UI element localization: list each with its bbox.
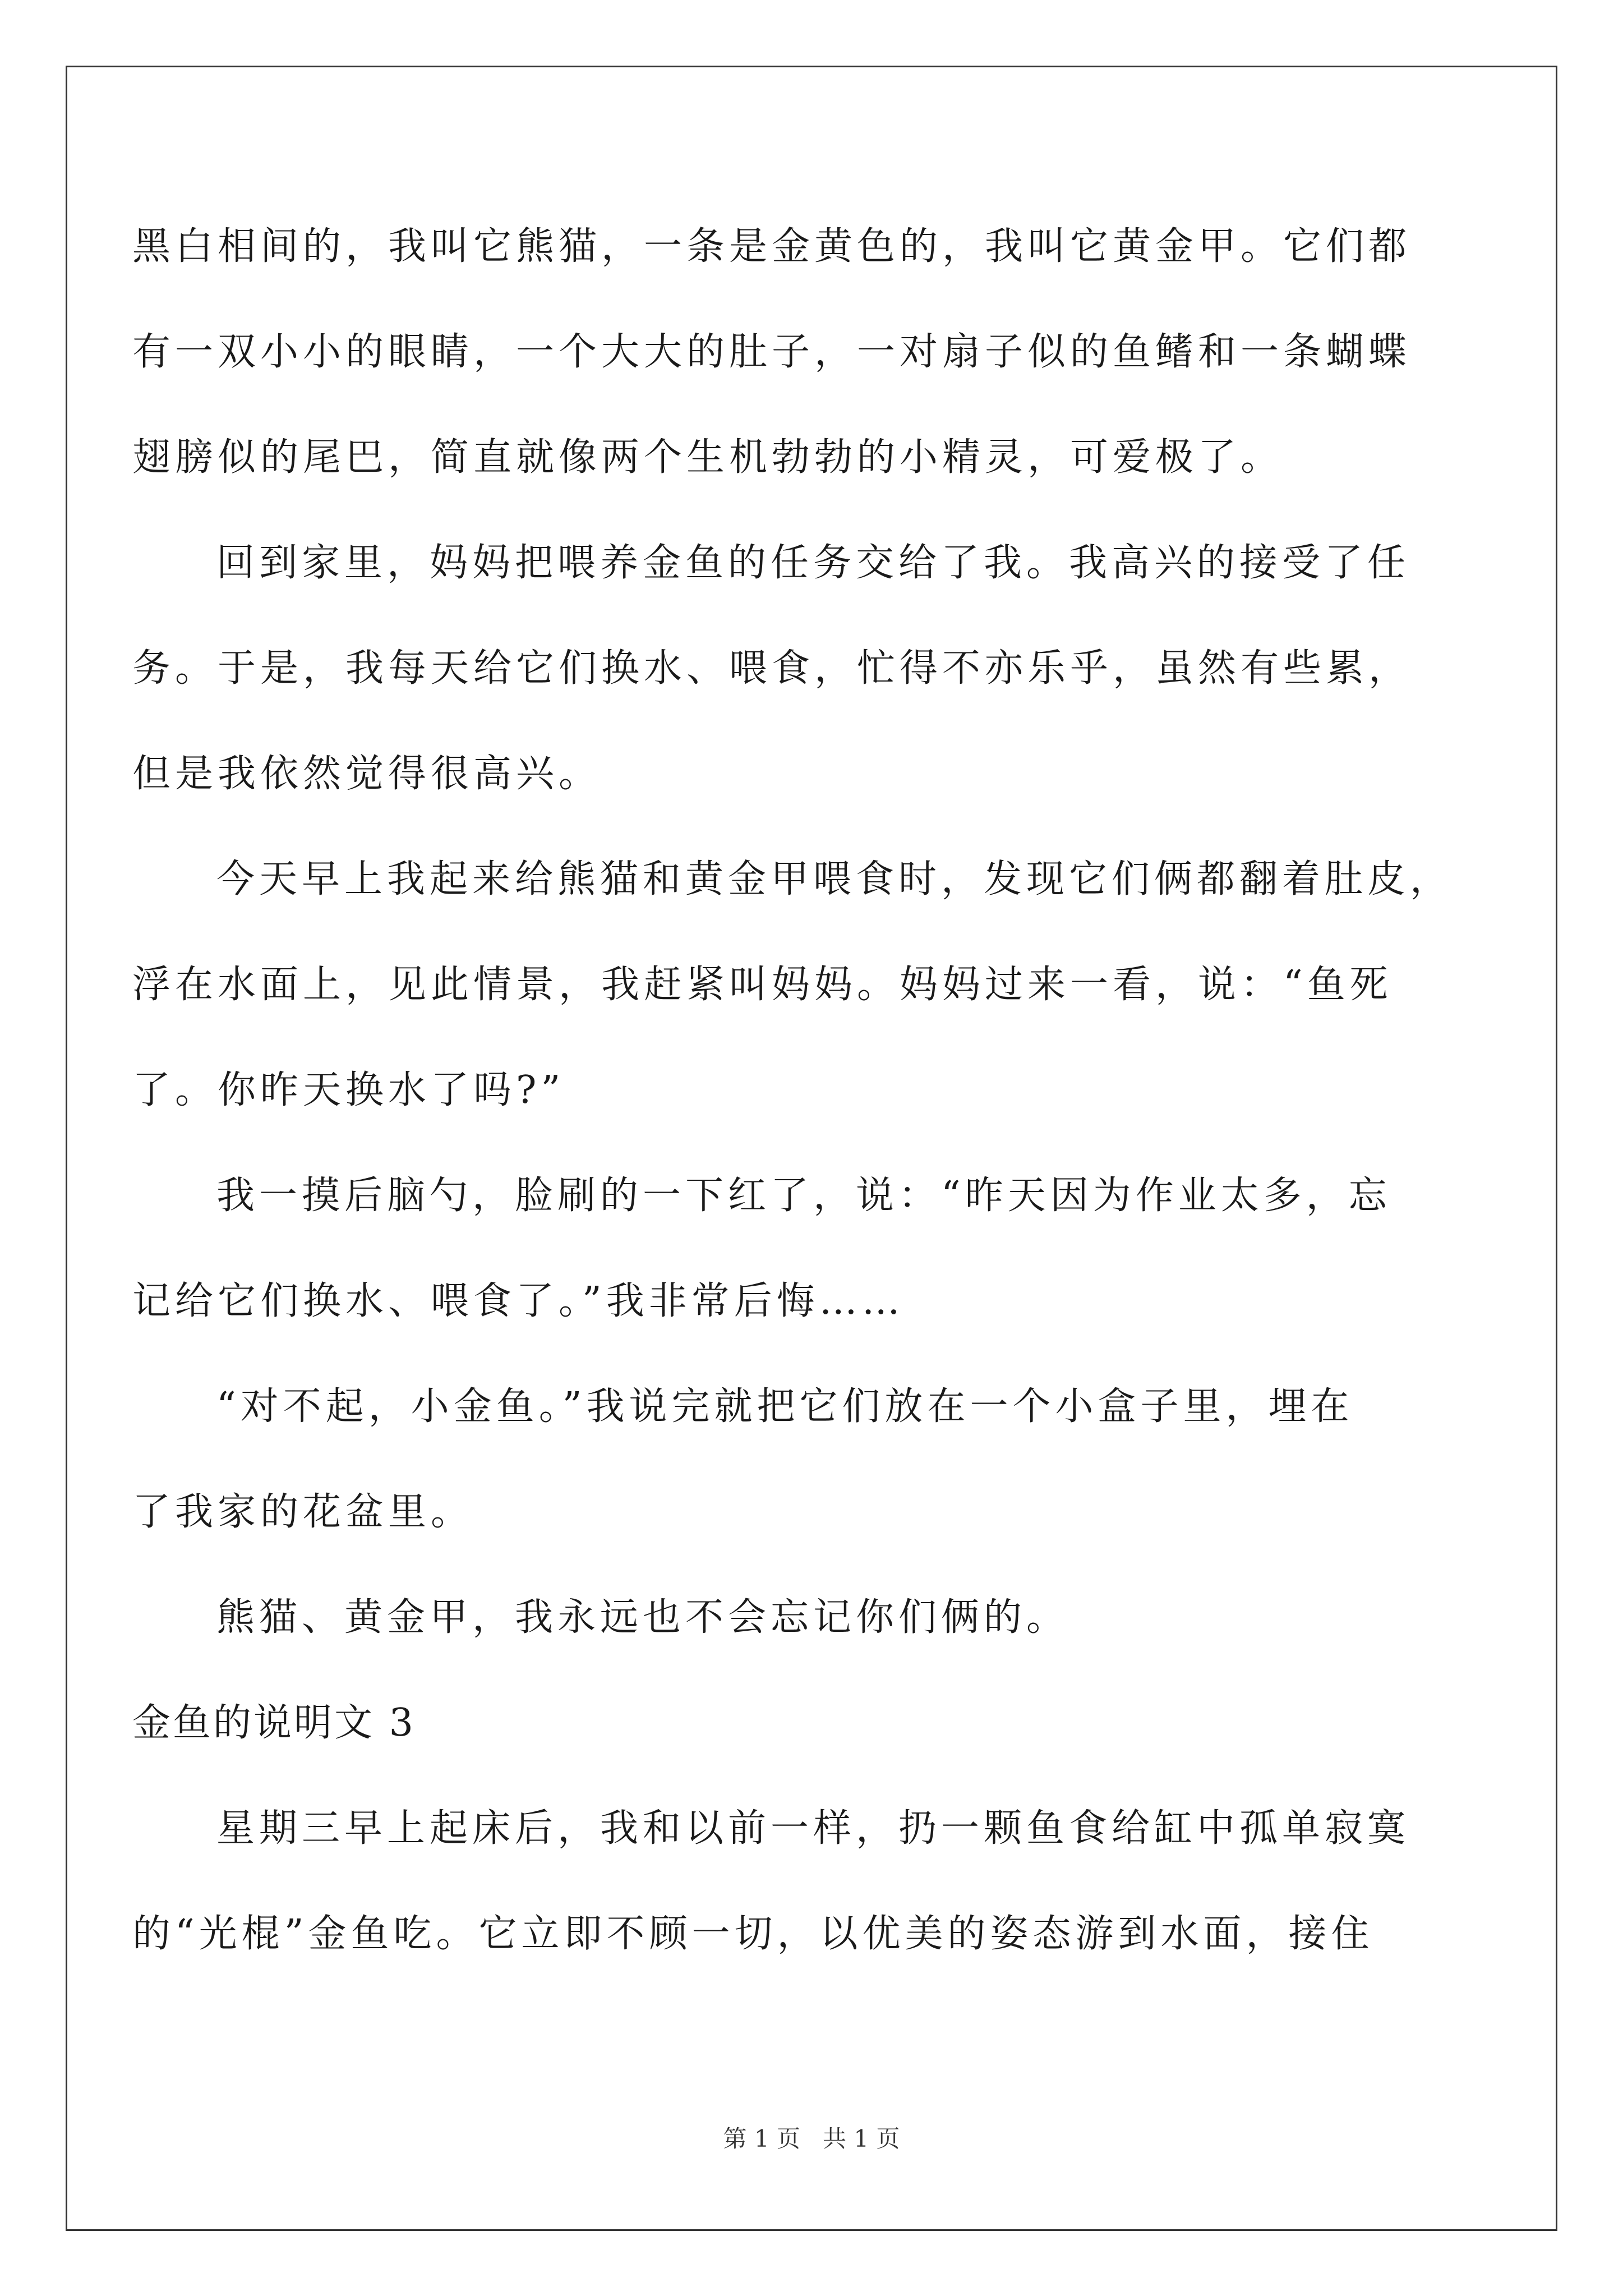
document-body — [132, 222, 1453, 2014]
text-line-9: 了。你昨天换水了吗?” — [132, 1068, 565, 1112]
section-heading: 金鱼的说明文 3 — [132, 1701, 416, 1745]
text-line-3: 翅膀似的尾巴，简直就像两个生机勃勃的小精灵，可爱极了。 — [132, 435, 1284, 480]
text-line-17: 的“光棍”金鱼吃。它立即不顾一切，以优美的姿态游到水面，接住 — [132, 1912, 1374, 1956]
text-line-11: 记给它们换水、喂食了。”我非常后悔…… — [132, 1279, 905, 1323]
text-line-2: 有一双小小的眼睛，一个大大的肚子，一对扇子似的鱼鳍和一条蝴蝶 — [132, 330, 1412, 374]
page-footer: 第 1 页 共 1 页 — [723, 2125, 900, 2152]
text-line-8: 浮在水面上，见此情景，我赶紧叫妈妈。妈妈过来一看，说：“鱼死 — [132, 963, 1393, 1007]
text-line-4: 回到家里，妈妈把喂养金鱼的任务交给了我。我高兴的接受了任 — [216, 541, 1410, 585]
text-line-7: 今天早上我起来给熊猫和黄金甲喂食时，发现它们俩都翻着肚皮， — [216, 857, 1453, 901]
text-line-12: “对不起，小金鱼。”我说完就把它们放在一个小盒子里，埋在 — [216, 1384, 1354, 1429]
text-line-14: 熊猫、黄金甲，我永远也不会忘记你们俩的。 — [216, 1595, 1069, 1640]
text-line-13: 了我家的花盆里。 — [132, 1490, 474, 1534]
text-line-10: 我一摸后脑勺，脸刷的一下红了，说：“昨天因为作业太多，忘 — [216, 1174, 1391, 1218]
text-line-6: 但是我依然觉得很高兴。 — [132, 752, 602, 796]
text-line-5: 务。于是，我每天给它们换水、喂食，忙得不亦乐乎，虽然有些累， — [132, 646, 1412, 691]
text-line-16: 星期三早上起床后，我和以前一样，扔一颗鱼食给缸中孤单寂寞 — [216, 1806, 1410, 1851]
text-line-1: 黑白相间的，我叫它熊猫，一条是金黄色的，我叫它黄金甲。它们都 — [132, 224, 1412, 269]
